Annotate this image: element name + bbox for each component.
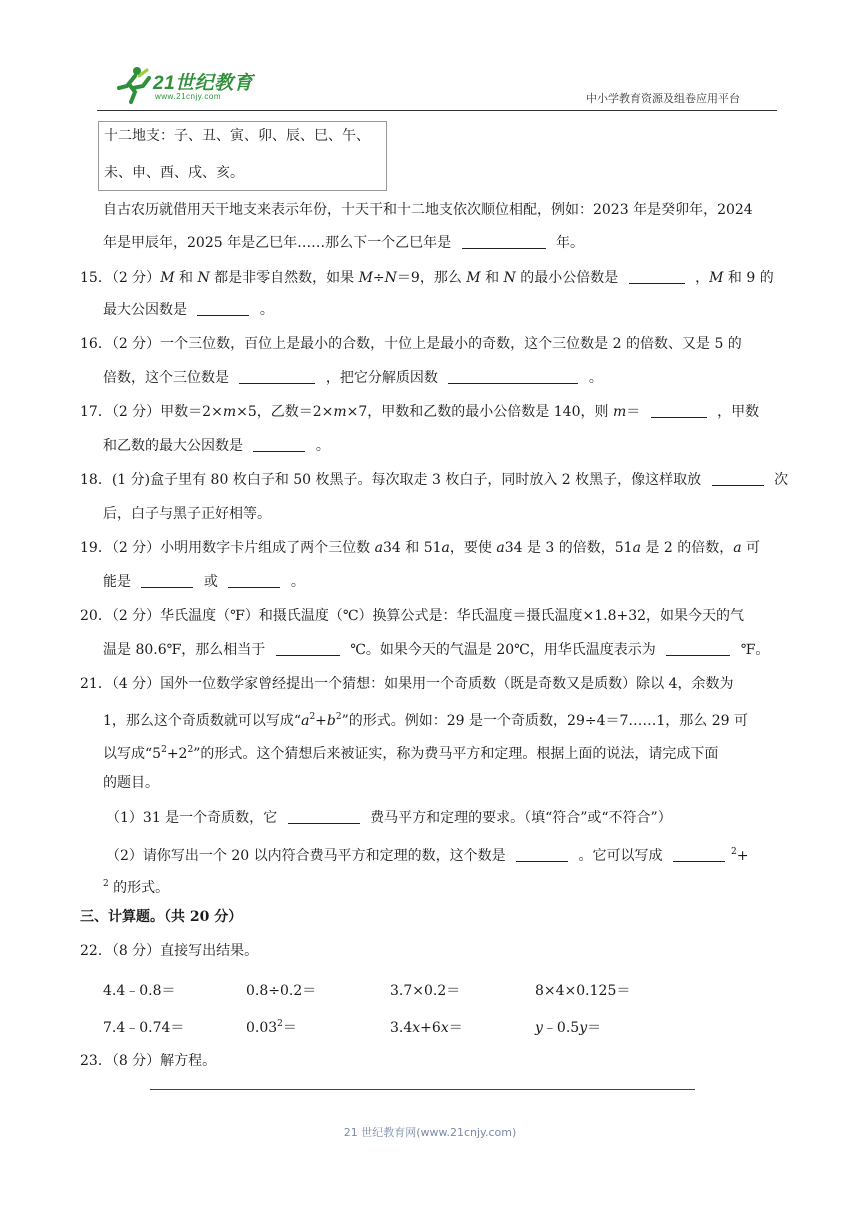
q17-line-2 <box>103 436 330 456</box>
calc-item: 7.4﹣0.74＝ <box>103 1020 185 1036</box>
q15-text: 的最小公倍数是 <box>515 270 619 286</box>
q15-gcd-blank[interactable] <box>197 301 249 316</box>
q18-times-blank[interactable] <box>712 471 764 486</box>
q20-text: （2 分）华氏温度（℉）和摄氏温度（℃）换算公式是：华氏温度＝摄氏温度×1.8+32，如果今天的气 <box>111 608 745 624</box>
q20-text: ℉。 <box>740 642 770 658</box>
q21-line-3 <box>103 740 718 764</box>
calc-item <box>246 1017 297 1037</box>
q16-factor-blank[interactable] <box>448 369 578 384</box>
q21-text: +2 <box>166 746 188 762</box>
var-m: m <box>612 404 627 420</box>
footer-text: 21 世纪教育网(www.21cnjy.com) <box>343 1126 517 1139</box>
var-a: a <box>733 540 742 556</box>
q21-sub-text: 的形式。 <box>108 880 170 896</box>
calc-text: +6 <box>420 1020 441 1036</box>
q15-text: 。 <box>259 302 274 318</box>
calc-item: 4.4﹣0.8＝ <box>103 983 176 999</box>
q19-line-2 <box>103 572 305 592</box>
q21-sub-text: （1）31 是一个奇质数，它 <box>106 810 278 826</box>
var-x: x <box>412 1020 421 1036</box>
q15-text: 和 9 的 <box>723 270 774 286</box>
q15-text: 最大公因数是 <box>103 302 187 318</box>
q20-text: ℃。如果今天的气温是 20℃，用华氏温度表示为 <box>350 642 656 658</box>
q21-sub-text: 费马平方和定理的要求。（填“符合”或“不符合”） <box>370 810 672 826</box>
q14-line-1: 自古农历就借用天干地支来表示年份，十天干和十二地支依次顺位相配，例如：2023 年是癸卯年，2024 <box>103 202 753 218</box>
var-m: m <box>222 404 237 420</box>
q15-text: 都是非零自然数，如果 <box>209 270 359 286</box>
superscript: 2 <box>730 847 737 857</box>
var-y: y <box>579 1020 588 1036</box>
q19-text: 可 <box>741 540 761 556</box>
q16-line-1 <box>80 334 742 354</box>
superscript: 2 <box>309 712 316 722</box>
runner-icon <box>115 64 151 104</box>
q16-number: 16． <box>80 336 112 352</box>
q18-line-1 <box>80 470 788 490</box>
footer-divider <box>150 1089 695 1090</box>
q19-text: 或 <box>203 574 218 590</box>
q21-text: ”的形式。这个猜想后来被证实，称为费马平方和定理。根据上面的说法，请完成下面 <box>193 746 719 762</box>
q15-number: 15． <box>80 270 112 286</box>
var-m: M <box>466 270 481 286</box>
q14-line-2 <box>103 233 584 253</box>
q16-line-2 <box>103 368 603 388</box>
q16-text: ，把它分解质因数 <box>325 370 438 386</box>
site-logo <box>115 64 260 106</box>
q19-text: 。 <box>290 574 305 590</box>
q21-text: ”的形式。例如：29 是一个奇质数，29÷4＝7……1，那么 29 可 <box>341 713 749 729</box>
q21-sub-1 <box>106 808 672 828</box>
q21-sub-2 <box>106 842 748 866</box>
calc-item: 3.7×0.2＝ <box>390 983 461 999</box>
superscript: 2 <box>103 879 109 889</box>
q20-fahrenheit-blank[interactable] <box>666 641 730 656</box>
var-a: a <box>632 540 641 556</box>
q21-sub2-form-blank[interactable] <box>673 847 725 862</box>
q15-expr: M÷N <box>358 270 397 286</box>
q21-line-1 <box>80 674 734 694</box>
q21-sub-text: （2）请你写出一个 20 以内符合费马平方和定理的数，这个数是 <box>106 848 506 864</box>
q17-text: ，甲数 <box>717 404 760 420</box>
var-n: N <box>197 270 210 286</box>
q21-sub1-blank[interactable] <box>288 809 360 824</box>
q17-text: 。 <box>315 438 330 454</box>
q22-line <box>80 941 258 961</box>
q16-text: 倍数，这个三位数是 <box>103 370 229 386</box>
var-a: a <box>496 540 505 556</box>
q19-text: 是 2 的倍数， <box>640 540 734 556</box>
box-line-2: 未、申、酉、戌、亥。 <box>104 165 244 181</box>
superscript: 2 <box>335 712 342 722</box>
var-x: x <box>440 1020 449 1036</box>
q17-text: ＝ <box>626 404 641 420</box>
q19-text: 34 和 51 <box>383 540 442 556</box>
q16-text: 。 <box>588 370 603 386</box>
var-n: N <box>503 270 516 286</box>
section-3-title: 三、计算题。（共 20 分） <box>80 909 243 925</box>
var-a: a <box>374 540 383 556</box>
q18-line-2: 后，白子与黑子正好相等。 <box>103 506 271 522</box>
calc-text: ﹣0.5 <box>542 1020 580 1036</box>
var-m: m <box>333 404 347 420</box>
q19-text: 能是 <box>103 574 131 590</box>
q17-text: ×5，乙数＝2× <box>236 404 334 420</box>
var-b: b <box>326 713 336 729</box>
q21-sub-text: + <box>736 848 749 864</box>
var-y: y <box>535 1020 543 1036</box>
q19-line-1 <box>80 538 760 558</box>
calc-text: ＝ <box>282 1020 297 1036</box>
q16-number-blank[interactable] <box>239 369 315 384</box>
q19-answer-blank-2[interactable] <box>228 573 280 588</box>
q20-text: 温是 80.6℉，那么相当于 <box>103 642 266 658</box>
q18-number: 18． <box>80 472 112 488</box>
q20-line-1 <box>80 606 744 626</box>
q22-number: 22． <box>80 943 112 959</box>
q21-text: 1，那么这个奇质数就可以写成“ <box>103 713 302 729</box>
q15-lcm-blank[interactable] <box>629 269 685 284</box>
superscript: 2 <box>161 745 167 755</box>
calc-text: 0.03 <box>246 1020 278 1036</box>
q21-text: + <box>315 713 327 729</box>
logo-url-text: www.21cnjy.com <box>155 92 221 101</box>
var-m: M <box>709 270 724 286</box>
q14-unit: 年。 <box>555 235 584 251</box>
q19-text: （2 分）小明用数字卡片组成了两个三位数 <box>111 540 375 556</box>
box-line-1: 十二地支：子、丑、寅、卯、辰、巳、午、 <box>104 128 370 144</box>
q23-number: 23． <box>80 1053 112 1069</box>
q17-number: 17． <box>80 404 112 420</box>
q21-number: 21． <box>80 676 112 692</box>
q21-sub-text: 。它可以写成 <box>578 848 663 864</box>
q21-text: 以写成“5 <box>103 746 162 762</box>
calc-item: 0.8÷0.2＝ <box>246 983 317 999</box>
var-m: M <box>160 270 175 286</box>
q20-line-2 <box>103 640 769 660</box>
q16-text: （2 分）一个三位数，百位上是最小的合数，十位上是最小的奇数，这个三位数是 2 的倍数、又是 5 的 <box>111 336 742 352</box>
q14-text: 年是甲辰年，2025 年是乙巳年……那么下一个乙巳年是 <box>103 235 452 251</box>
q17-line-1 <box>80 402 759 422</box>
superscript: 2 <box>187 745 194 755</box>
calc-item <box>390 1017 463 1037</box>
var-a: a <box>441 540 450 556</box>
q15-score: （2 分） <box>111 270 161 286</box>
q21-sub-2-cont <box>103 874 169 898</box>
q15-text: ， <box>695 270 710 286</box>
q18-text: (1 分)盒子里有 80 枚白子和 50 枚黑子。每次取走 3 枚白子，同时放入 2 枚黑子，像这样取放 <box>111 472 702 488</box>
q22-text: （8 分）直接写出结果。 <box>111 943 259 959</box>
q19-text: ，要使 <box>449 540 497 556</box>
q23-line <box>80 1051 216 1071</box>
q19-text: 34 是 3 的倍数，51 <box>504 540 633 556</box>
q23-text: （8 分）解方程。 <box>111 1053 217 1069</box>
q19-answer-blank-1[interactable] <box>141 573 193 588</box>
calc-text: ＝ <box>587 1020 602 1036</box>
q17-text: （2 分）甲数＝2× <box>111 404 223 420</box>
q20-number: 20． <box>80 608 112 624</box>
calc-text: ＝ <box>448 1020 463 1036</box>
q21-line-2 <box>103 707 748 731</box>
q21-sub2-number-blank[interactable] <box>516 847 568 862</box>
logo-brand-text: 21世纪教育 <box>153 73 254 94</box>
q20-celsius-blank[interactable] <box>276 641 340 656</box>
calc-item: 8×4×0.125＝ <box>535 983 631 999</box>
q15-line-1 <box>80 268 774 288</box>
q15-line-2 <box>103 300 274 320</box>
q15-text: ＝9，那么 <box>396 270 467 286</box>
q21-text: （4 分）国外一位数学家曾经提出一个猜想：如果用一个奇质数（既是奇数又是质数）除以 4，余数为 <box>111 676 734 692</box>
q18-text: 次 <box>774 472 789 488</box>
calc-text: 3.4 <box>390 1020 413 1036</box>
q17-text: ×7，甲数和乙数的最小公倍数是 140，则 <box>346 404 613 420</box>
q17-gcd-blank[interactable] <box>253 437 305 452</box>
q15-text: 和 <box>480 270 504 286</box>
q15-text: 和 <box>174 270 198 286</box>
superscript: 2 <box>277 1019 283 1029</box>
var-a: a <box>301 713 310 729</box>
q17-text: 和乙数的最大公因数是 <box>103 438 243 454</box>
calc-item <box>535 1017 601 1037</box>
platform-name: 中小学教育资源及组卷应用平台 <box>586 92 740 105</box>
header-divider <box>97 110 777 111</box>
q21-line-4: 的题目。 <box>103 775 159 791</box>
q17-m-blank[interactable] <box>651 403 707 418</box>
q19-number: 19． <box>80 540 112 556</box>
q14-answer-blank[interactable] <box>462 234 546 249</box>
